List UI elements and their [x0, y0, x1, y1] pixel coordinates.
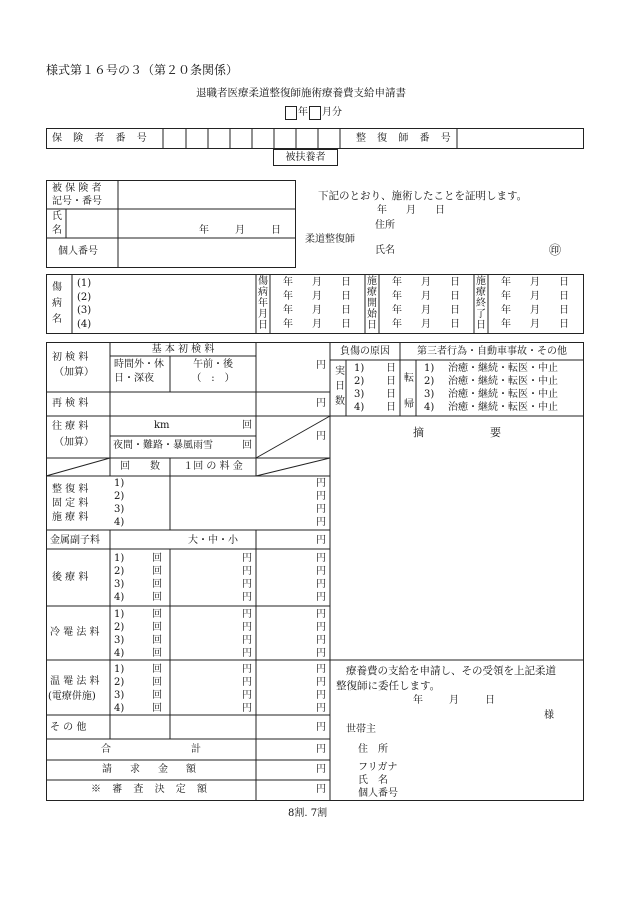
outcome-nums: 1) 2) 3) 4): [424, 363, 435, 413]
cert-name-label: 氏名: [375, 245, 395, 256]
yen: 円: [316, 360, 326, 371]
total-label: 合 計: [101, 744, 201, 755]
householder-address-label: 住 所: [358, 744, 388, 755]
yen: 円: [316, 764, 326, 775]
name-label-2: 名: [52, 225, 62, 236]
aftercare-nums: 1) 2) 3) 4): [114, 553, 125, 603]
name-label-1: 氏: [52, 211, 62, 222]
reduction-labels: 整 復 料 固 定 料 施 療 料: [52, 484, 89, 523]
size-label: 大・中・小: [188, 535, 238, 546]
insured-id-label-1: 被 保 険 者: [52, 183, 102, 194]
visit-addition-label: （加算）: [54, 437, 94, 448]
insured-id-label-2: 記号・番号: [52, 196, 102, 207]
year-label: 年: [298, 107, 308, 118]
overtime-label-2: 日・深夜: [114, 373, 154, 384]
cert-statement: 下記のとおり、施術したことを証明します。: [318, 190, 528, 202]
yen: 円: [316, 722, 326, 733]
householder-personal-number-label: 個人番号: [358, 788, 398, 799]
end-date-label: 施 療 終 了 日: [476, 276, 486, 331]
cold-nums: 1) 2) 3) 4): [114, 609, 125, 659]
warm-unit-yen: 円 円 円 円: [242, 664, 252, 714]
ratio-label: 8割. 7割: [288, 808, 328, 819]
yen: 円: [316, 535, 326, 546]
electro-label: (電療併施): [48, 691, 96, 702]
count-header: 回 数: [120, 461, 160, 472]
delegation-line-2: 整復師に委任します。: [336, 680, 441, 692]
insurer-number-label: 保 険 者 番 号: [52, 133, 151, 144]
review-amount-label: ※ 審 査 決 定 額: [91, 784, 211, 795]
form-title: 退職者医療柔道整復師施術療養費支給申請書: [196, 87, 406, 99]
therapist-number-label: 整 復 師 番 号: [356, 133, 455, 144]
metal-splint-label: 金属副子料: [50, 535, 100, 546]
form-number: 様式第１６号の３（第２０条関係）: [46, 63, 239, 77]
householder-label: 世帯主: [346, 724, 376, 735]
cold-unit-yen: 円 円 円 円: [242, 609, 252, 659]
initial-addition-label: （加算）: [54, 367, 94, 378]
days-nums: 1) 2) 3) 4): [354, 363, 365, 413]
km-label: km: [154, 420, 170, 431]
aftercare-unit-yen: 円 円 円 円: [242, 553, 252, 603]
seal-icon: ㊞: [549, 243, 562, 257]
warm-yen: 円 円 円 円: [316, 664, 326, 714]
warm-nums: 1) 2) 3) 4): [114, 664, 125, 714]
householder-name-label: 氏 名: [358, 775, 388, 786]
time-label: （ : ）: [191, 373, 235, 384]
cold-yen: 円 円 円 円: [316, 609, 326, 659]
outcome-choices: 治癒・継続・転医・中止 治癒・継続・転医・中止 治癒・継続・転医・中止 治癒・継続・転医・中止: [448, 363, 558, 413]
therapist-label: 柔道整復師: [305, 234, 355, 245]
times-label: 回: [242, 440, 252, 451]
claim-amount-label: 請 求 金 額: [102, 764, 200, 775]
warm-times: 回 回 回 回: [152, 664, 162, 714]
month-label: 月分: [322, 107, 342, 118]
overtime-label-1: 時間外・休: [114, 359, 164, 370]
sama-label: 様: [544, 710, 554, 721]
personal-number-label: 個人番号: [58, 246, 98, 257]
injury-date-label: 傷 病 年 月 日: [258, 276, 268, 331]
times-label: 回: [242, 420, 252, 431]
delegation-line-1: 療養費の支給を申請し、その受領を上記柔道: [346, 665, 556, 677]
furigana-label: フリガナ: [358, 762, 398, 773]
cert-date: 年 月 日: [377, 205, 445, 216]
aftercare-label: 後 療 料: [52, 572, 89, 583]
unit-fee-header: １回 の 料 金: [183, 461, 243, 472]
injury-rows: (1) (2) (3) (4): [77, 278, 92, 330]
yen: 円: [316, 784, 326, 795]
reduction-yen: 円 円 円 円: [316, 478, 326, 528]
actual-days-label: 実 日 数: [335, 366, 345, 407]
reexam-label: 再 検 料: [52, 398, 89, 409]
visit-label: 往 療 料: [52, 421, 89, 432]
outcome-label: 転 帰: [404, 373, 414, 410]
delegation-date: 年 月 日: [413, 695, 495, 706]
initial-fee-label: 初 検 料: [52, 352, 89, 363]
cert-address-label: 住所: [375, 220, 395, 231]
aftercare-yen: 円 円 円 円: [316, 553, 326, 603]
other-label: そ の 他: [50, 722, 87, 733]
warm-compress-label: 温 罨 法 料: [50, 676, 100, 687]
basic-initial-label: 基 本 初 検 料: [151, 344, 215, 355]
ampm-label: 午前・後: [193, 359, 233, 370]
yen: 円: [316, 398, 326, 409]
aftercare-times: 回 回 回 回: [152, 553, 162, 603]
cold-compress-label: 冷 罨 法 料: [50, 627, 100, 638]
third-party-label: 第三者行為・自動車事故・その他: [417, 346, 567, 357]
yen: 円: [316, 744, 326, 755]
dependent-label: 被扶養者: [285, 152, 326, 163]
injury-name-label: 傷 病 名: [52, 282, 62, 325]
night-label: 夜間・難路・暴風雨雪: [113, 440, 213, 451]
cold-times: 回 回 回 回: [152, 609, 162, 659]
yen: 円: [316, 431, 326, 442]
summary-label: 摘 要: [413, 426, 501, 439]
cause-label: 負傷の原因: [340, 346, 390, 357]
birth-date: 年 月 日: [199, 225, 281, 236]
start-date-label: 施 療 開 始 日: [367, 276, 377, 331]
reduction-nums: 1) 2) 3) 4): [114, 478, 125, 528]
days-unit: 日 日 日 日: [386, 363, 396, 413]
